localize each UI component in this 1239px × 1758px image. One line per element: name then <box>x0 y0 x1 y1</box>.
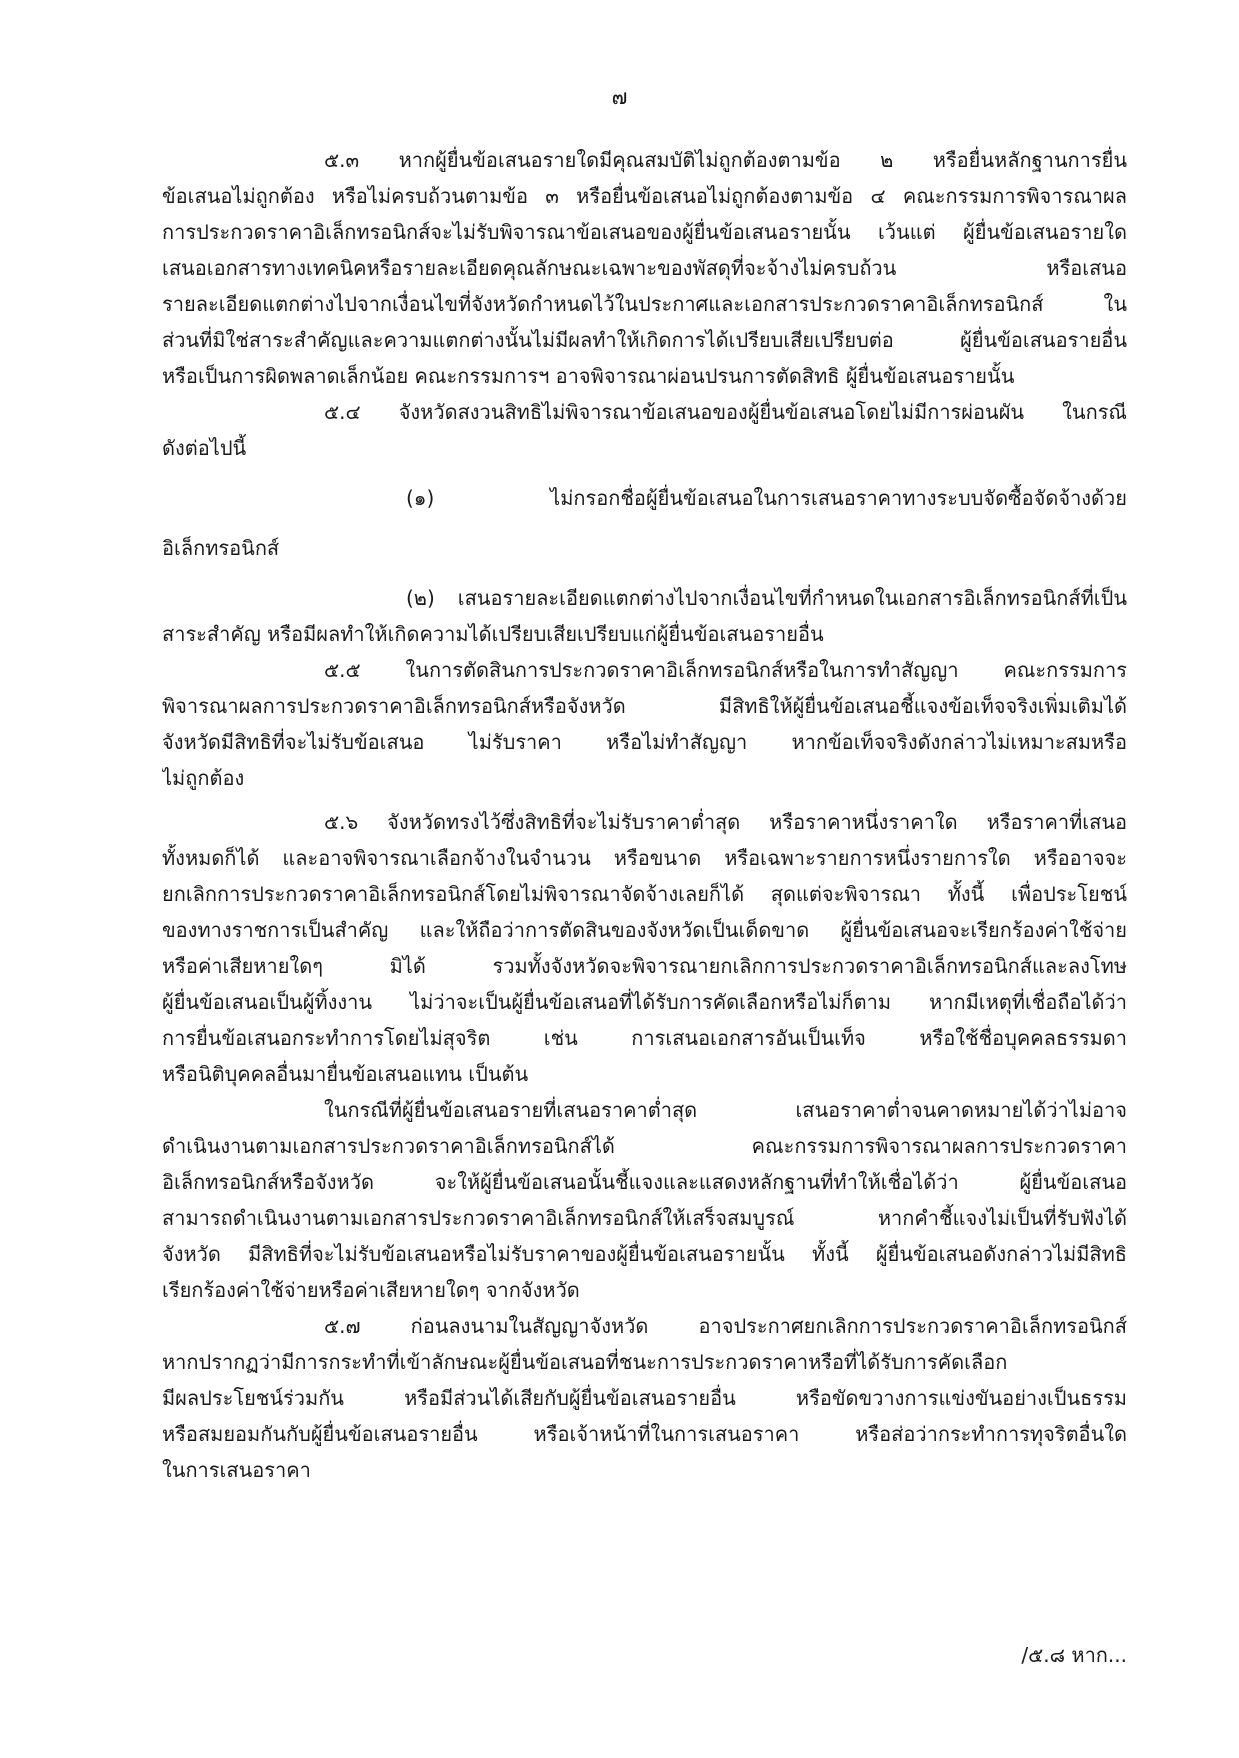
text-line: ๕.๖ จังหวัดทรงไว้ซึ่งสิทธิที่จะไม่รับราคาต่ำสุด หรือราคาหนึ่งราคาใด หรือราคาที่เสนอ <box>324 810 1127 834</box>
document-body <box>162 142 1127 1488</box>
text-line: จังหวัด มีสิทธิที่จะไม่รับข้อเสนอหรือไม่รับราคาของผู้ยื่นข้อเสนอรายนั้น ทั้งนี้ ผู้ยื่นข้อเสนอดังกล่าวไม่มีสิทธิ <box>162 1242 1127 1266</box>
clause-5-4 <box>162 394 1127 652</box>
text-line: จังหวัดมีสิทธิที่จะไม่รับข้อเสนอ ไม่รับราคา หรือไม่ทำสัญญา หากข้อเท็จจริงดังกล่าวไม่เหมาะสมหรือ <box>162 730 1127 754</box>
text-line: หากปรากฏว่ามีการกระทำที่เข้าลักษณะผู้ยื่นข้อเสนอที่ชนะการประกวดราคาหรือที่ได้รับการคัดเลือก <box>162 1350 1008 1374</box>
clause-5-7 <box>162 1308 1127 1488</box>
clause-5-3 <box>162 142 1127 394</box>
text-line: ๕.๗ ก่อนลงนามในสัญญาจังหวัด อาจประกาศยกเลิกการประกวดราคาอิเล็กทรอนิกส์ <box>324 1314 1127 1338</box>
continuation-note: /๕.๘ หาก... <box>1021 1643 1127 1667</box>
clause-5-6-paragraph-2 <box>162 1092 1127 1308</box>
text-line: ยกเลิกการประกวดราคาอิเล็กทรอนิกส์โดยไม่พิจารณาจัดจ้างเลยก็ได้ สุดแต่จะพิจารณา ทั้งนี้ เพื่อประโยชน์ <box>162 882 1127 906</box>
text-line: ไม่ถูกต้อง <box>162 766 245 790</box>
text-line: ของทางราชการเป็นสำคัญ และให้ถือว่าการตัดสินของจังหวัดเป็นเด็ดขาด ผู้ยื่นข้อเสนอจะเรียกร้องค่าใช้จ่าย <box>162 918 1127 942</box>
page-number: ๗ <box>611 85 628 109</box>
text-line: สามารถดำเนินงานตามเอกสารประกวดราคาอิเล็กทรอนิกส์ให้เสร็จสมบูรณ์ หากคำชี้แจงไม่เป็นที่รับฟังได้ <box>162 1206 1127 1230</box>
text-line: สาระสำคัญ หรือมีผลทำให้เกิดความได้เปรียบเสียเปรียบแก่ผู้ยื่นข้อเสนอรายอื่น <box>162 622 824 646</box>
text-line: อิเล็กทรอนิกส์ <box>162 536 280 560</box>
text-line: หรือนิติบุคคลอื่นมายื่นข้อเสนอแทน เป็นต้น <box>162 1062 529 1086</box>
text-line: ในกรณีที่ผู้ยื่นข้อเสนอรายที่เสนอราคาต่ำสุด เสนอราคาต่ำจนคาดหมายได้ว่าไม่อาจ <box>324 1098 1127 1122</box>
text-line: ในการเสนอราคา <box>162 1458 311 1482</box>
text-line: ๕.๔ จังหวัดสงวนสิทธิไม่พิจารณาข้อเสนอของผู้ยื่นข้อเสนอโดยไม่มีการผ่อนผัน ในกรณี <box>324 400 1127 424</box>
text-line: (๒) เสนอรายละเอียดแตกต่างไปจากเงื่อนไขที่กำหนดในเอกสารอิเล็กทรอนิกส์ที่เป็น <box>406 586 1127 610</box>
text-line: เสนอเอกสารทางเทคนิคหรือรายละเอียดคุณลักษณะเฉพาะของพัสดุที่จะจ้างไม่ครบถ้วน หรือเสนอ <box>162 256 1127 280</box>
text-line: ๕.๓ หากผู้ยื่นข้อเสนอรายใดมีคุณสมบัติไม่ถูกต้องตามข้อ ๒ หรือยื่นหลักฐานการยื่น <box>324 148 1127 172</box>
text-line: ส่วนที่มิใช่สาระสำคัญและความแตกต่างนั้นไม่มีผลทำให้เกิดการได้เปรียบเสียเปรียบต่อ ผู้ยื่นข้อเสนอรายอื่น <box>162 328 1127 352</box>
text-line: การยื่นข้อเสนอกระทำการโดยไม่สุจริต เช่น การเสนอเอกสารอันเป็นเท็จ หรือใช้ชื่อบุคคลธรรมดา <box>162 1026 1127 1050</box>
clause-5-6 <box>162 804 1127 1092</box>
text-line: ๕.๕ ในการตัดสินการประกวดราคาอิเล็กทรอนิกส์หรือในการทำสัญญา คณะกรรมการ <box>324 658 1127 682</box>
text-line: หรือค่าเสียหายใดๆ มิได้ รวมทั้งจังหวัดจะพิจารณายกเลิกการประกวดราคาอิเล็กทรอนิกส์และลงโทษ <box>162 954 1127 978</box>
text-line: ข้อเสนอไม่ถูกต้อง หรือไม่ครบถ้วนตามข้อ ๓ หรือยื่นข้อเสนอไม่ถูกต้องตามข้อ ๔ คณะกรรมการพิจารณาผล <box>162 184 1127 208</box>
text-line: หรือเป็นการผิดพลาดเล็กน้อย คณะกรรมการฯ อาจพิจารณาผ่อนปรนการตัดสิทธิ ผู้ยื่นข้อเสนอรายนั้น <box>162 364 1015 388</box>
text-line: ทั้งหมดก็ได้ และอาจพิจารณาเลือกจ้างในจำนวน หรือขนาด หรือเฉพาะรายการหนึ่งรายการใด หรืออาจจะ <box>162 846 1127 870</box>
text-line: หรือสมยอมกันกับผู้ยื่นข้อเสนอรายอื่น หรือเจ้าหน้าที่ในการเสนอราคา หรือส่อว่ากระทำการทุจริตอื่นใด <box>162 1422 1127 1446</box>
text-line: เรียกร้องค่าใช้จ่ายหรือค่าเสียหายใดๆ จากจังหวัด <box>162 1278 580 1302</box>
text-line: การประกวดราคาอิเล็กทรอนิกส์จะไม่รับพิจารณาข้อเสนอของผู้ยื่นข้อเสนอรายนั้น เว้นแต่ ผู้ยื่นข้อเสนอรายใด <box>162 220 1127 244</box>
text-line: อิเล็กทรอนิกส์หรือจังหวัด จะให้ผู้ยื่นข้อเสนอนั้นชี้แจงและแสดงหลักฐานที่ทำให้เชื่อได้ว่า ผู้ยื่นข้อเสนอ <box>162 1170 1127 1194</box>
clause-5-5 <box>162 652 1127 796</box>
text-line: มีผลประโยชน์ร่วมกัน หรือมีส่วนได้เสียกับผู้ยื่นข้อเสนอรายอื่น หรือขัดขวางการแข่งขันอย่างเป็นธรรม <box>162 1386 1127 1410</box>
text-line: ผู้ยื่นข้อเสนอเป็นผู้ทิ้งงาน ไม่ว่าจะเป็นผู้ยื่นข้อเสนอที่ได้รับการคัดเลือกหรือไม่ก็ตาม หากมีเหตุที่เชื่อถือได้ว่า <box>162 990 1127 1014</box>
text-line: ดังต่อไปนี้ <box>162 436 247 460</box>
text-line: รายละเอียดแตกต่างไปจากเงื่อนไขที่จังหวัดกำหนดไว้ในประกาศและเอกสารประกวดราคาอิเล็กทรอนิกส์ ใน <box>162 292 1127 316</box>
text-line: ดำเนินงานตามเอกสารประกวดราคาอิเล็กทรอนิกส์ได้ คณะกรรมการพิจารณาผลการประกวดราคา <box>162 1134 1127 1158</box>
text-line: พิจารณาผลการประกวดราคาอิเล็กทรอนิกส์หรือจังหวัด มีสิทธิให้ผู้ยื่นข้อเสนอชี้แจงข้อเท็จจริงเพิ่มเติมได้ <box>162 694 1127 718</box>
text-line: (๑) ไม่กรอกชื่อผู้ยื่นข้อเสนอในการเสนอราคาทางระบบจัดซื้อจัดจ้างด้วย <box>406 486 1127 510</box>
